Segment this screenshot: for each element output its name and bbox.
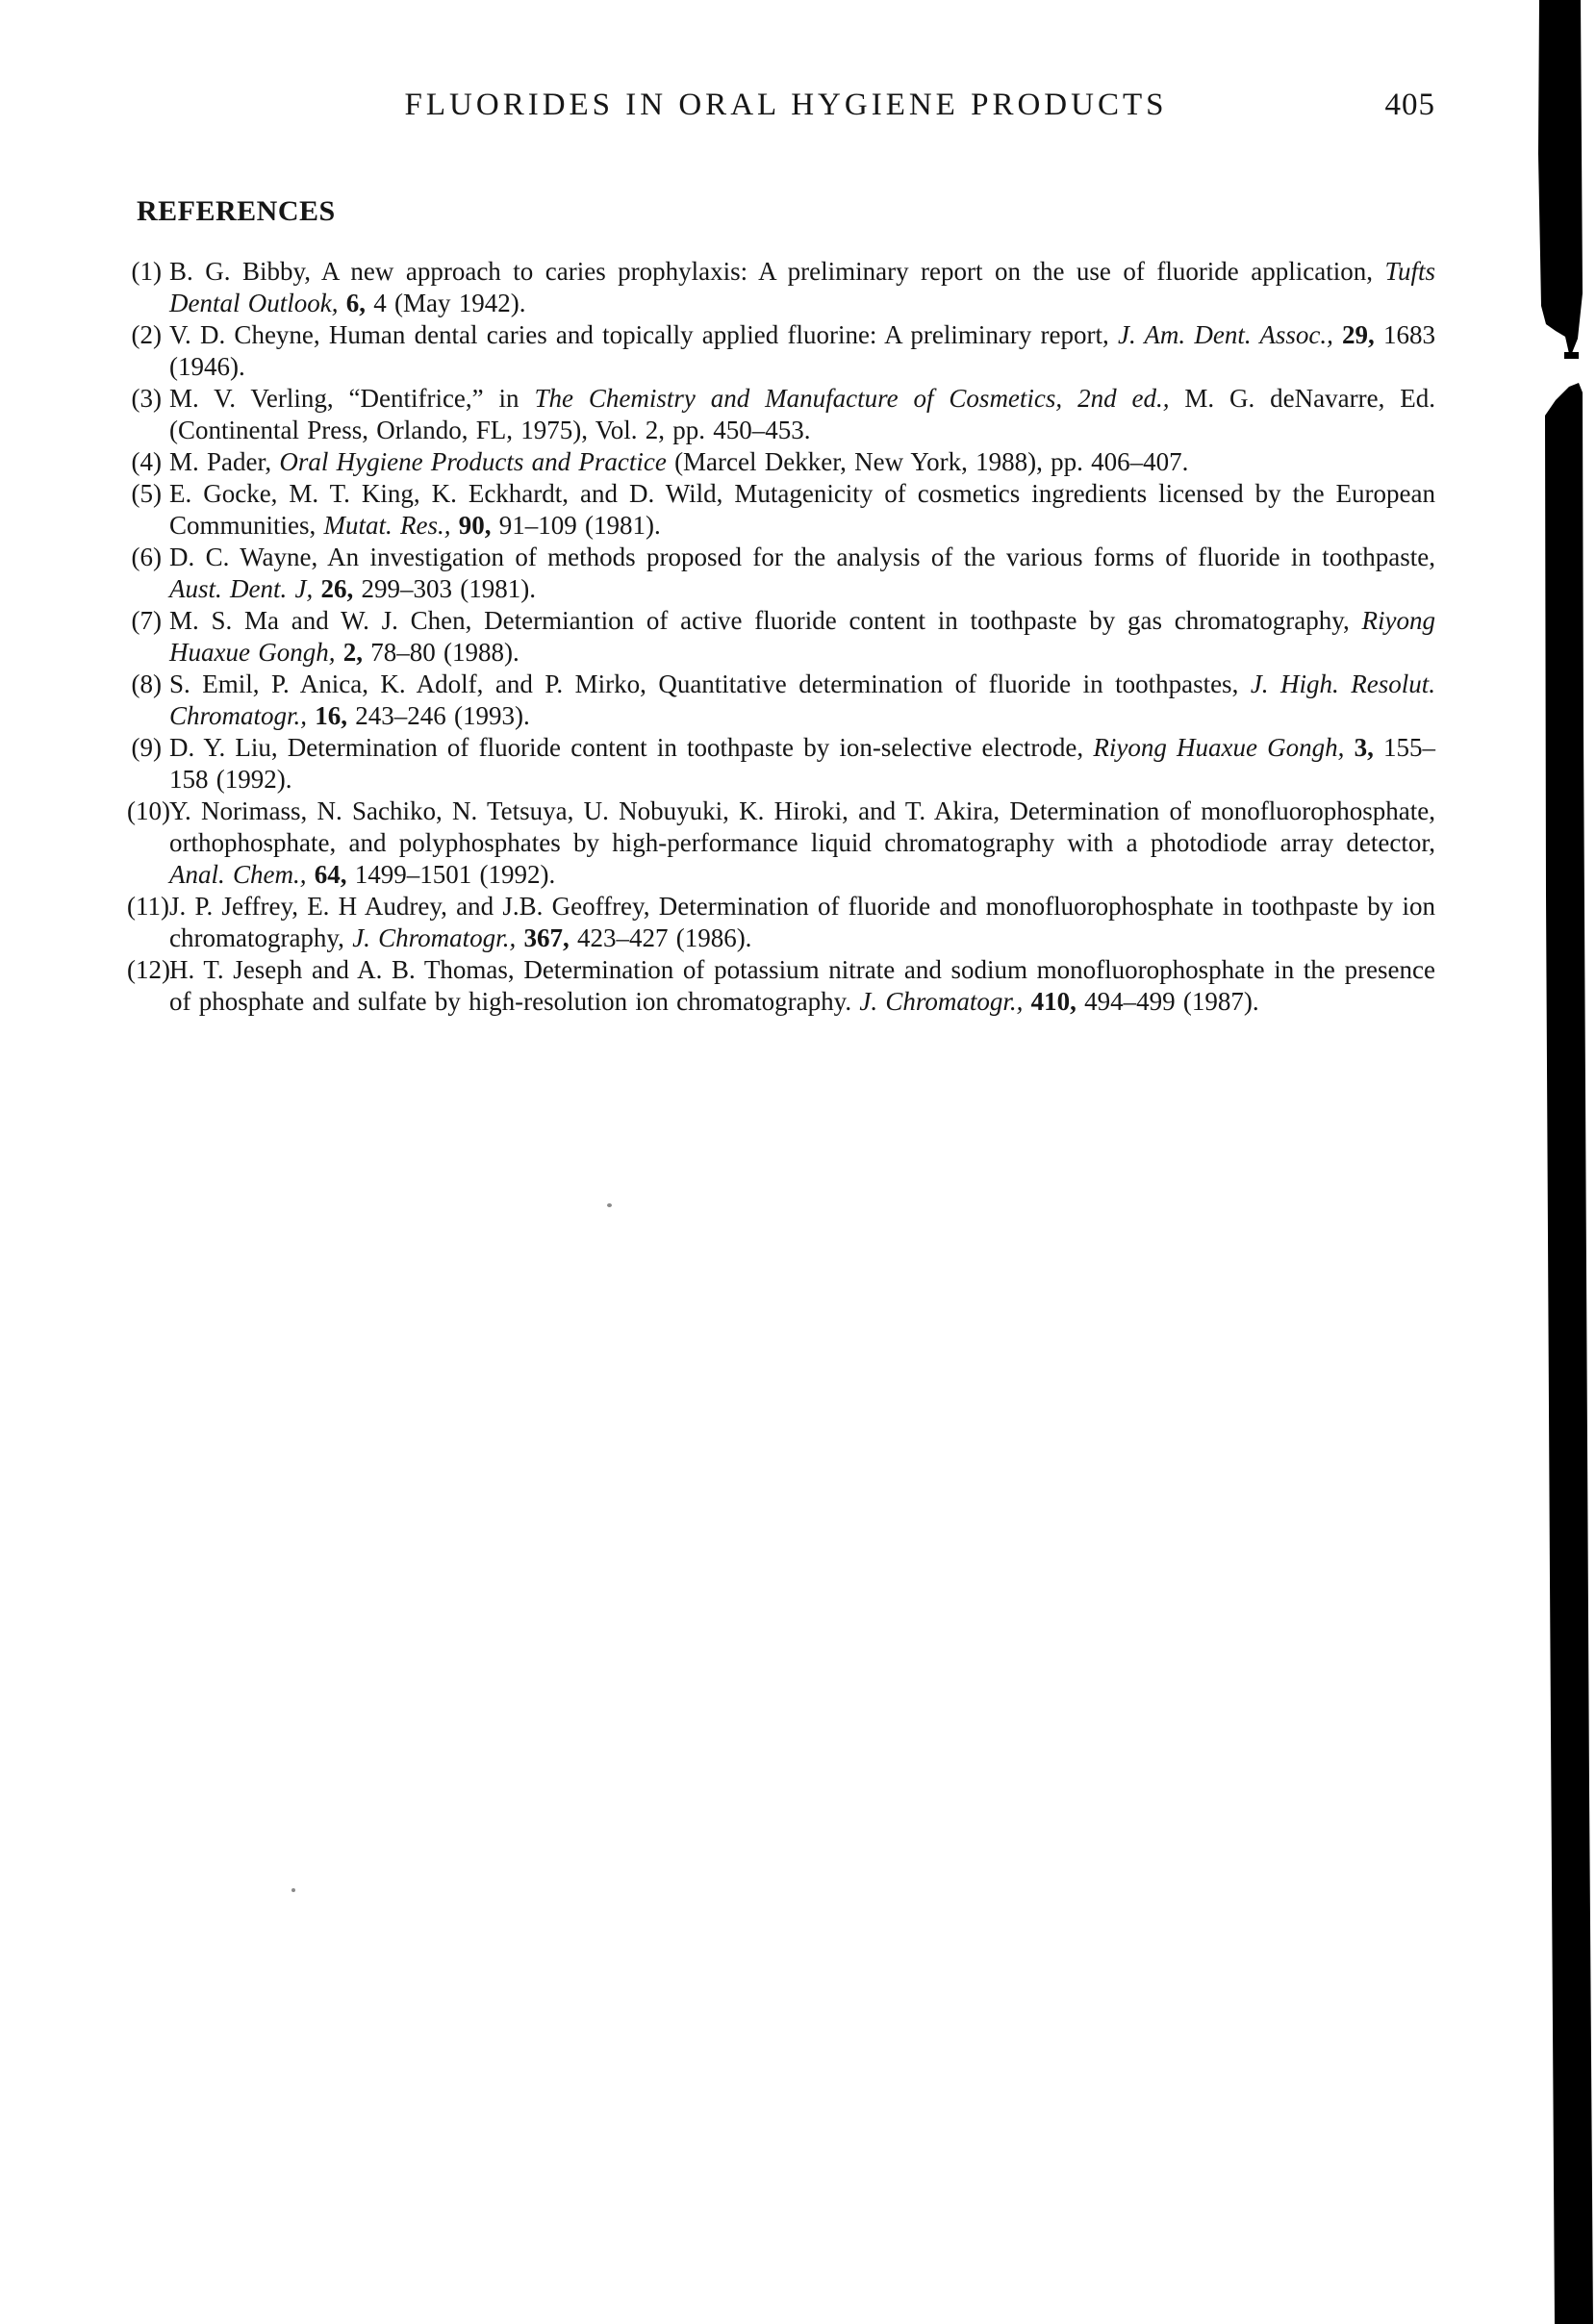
page-header xyxy=(137,87,1435,125)
reference-text: E. Gocke, M. T. King, K. Eckhardt, and D. Wild, Mutagenicity of cosmetics ingredients licensed by the European Communities, Mutat. Res., 90, 91–109 (1981). xyxy=(169,479,1435,540)
reference-item xyxy=(127,478,1435,542)
reference-text: J. P. Jeffrey, E. H Audrey, and J.B. Geoffrey, Determination of fluoride and monofluorophosphate in toothpaste by ion chromatography, J. Chromatogr., 367, 423–427 (1986). xyxy=(169,892,1435,952)
reference-number: (9) xyxy=(131,733,162,762)
reference-number: (3) xyxy=(131,384,162,413)
scan-speck xyxy=(607,1203,612,1207)
reference-item xyxy=(127,732,1435,796)
reference-text: S. Emil, P. Anica, K. Adolf, and P. Mirko, Quantitative determination of fluoride in toothpastes, J. High. Resolut. Chromatogr., 16, 243–246 (1993). xyxy=(169,669,1435,730)
reference-number: (12) xyxy=(127,955,170,984)
reference-text: D. C. Wayne, An investigation of methods proposed for the analysis of the various forms of fluoride in toothpaste, Aust. Dent. J, 26, 299–303 (1981). xyxy=(169,543,1435,603)
reference-number: (5) xyxy=(131,479,162,508)
reference-item xyxy=(127,446,1435,478)
reference-number: (10) xyxy=(127,796,170,825)
reference-number: (6) xyxy=(131,543,162,571)
reference-item xyxy=(127,319,1435,383)
references-list xyxy=(127,256,1435,1018)
reference-text: Y. Norimass, N. Sachiko, N. Tetsuya, U. Nobuyuki, K. Hiroki, and T. Akira, Determination of monofluorophosphate, orthophosphate, and polyphosphates by high-performance liquid chromatography with a photodiode array detector, Anal. Chem., 64, 1499–1501 (1992). xyxy=(169,796,1435,889)
section-heading: REFERENCES xyxy=(137,195,336,227)
reference-number: (4) xyxy=(131,447,162,476)
reference-item xyxy=(127,256,1435,319)
reference-text: D. Y. Liu, Determination of fluoride content in toothpaste by ion-selective electrode, Riyong Huaxue Gongh, 3, 155–158 (1992). xyxy=(169,733,1436,794)
reference-number: (11) xyxy=(127,892,169,921)
reference-number: (7) xyxy=(131,606,162,635)
running-title: FLUORIDES IN ORAL HYGIENE PRODUCTS xyxy=(404,88,1168,122)
reference-item xyxy=(127,542,1435,605)
reference-text: M. Pader, Oral Hygiene Products and Practice (Marcel Dekker, New York, 1988), pp. 406–407. xyxy=(169,447,1189,476)
reference-item xyxy=(127,891,1435,954)
reference-text: B. G. Bibby, A new approach to caries prophylaxis: A preliminary report on the use of fluoride application, Tufts Dental Outlook, 6, 4 (May 1942). xyxy=(169,257,1435,317)
reference-number: (1) xyxy=(131,257,162,286)
scan-speck xyxy=(291,1888,295,1892)
reference-text: H. T. Jeseph and A. B. Thomas, Determination of potassium nitrate and sodium monofluorophosphate in the presence of phosphate and sulfate by high-resolution ion chromatography. J. Chromatogr., 410, 494–499 (1987). xyxy=(169,955,1435,1016)
page-number: 405 xyxy=(1384,88,1435,122)
reference-item xyxy=(127,954,1435,1018)
reference-item xyxy=(127,669,1435,732)
reference-text: V. D. Cheyne, Human dental caries and topically applied fluorine: A preliminary report, J. Am. Dent. Assoc., 29, 1683 (1946). xyxy=(169,320,1436,381)
reference-number: (2) xyxy=(131,320,162,349)
reference-item xyxy=(127,796,1435,891)
reference-number: (8) xyxy=(131,669,162,698)
reference-item xyxy=(127,605,1435,669)
reference-text: M. S. Ma and W. J. Chen, Determiantion of active fluoride content in toothpaste by gas chromatography, Riyong Huaxue Gongh, 2, 78–80 (1988). xyxy=(169,606,1435,667)
reference-text: M. V. Verling, “Dentifrice,” in The Chemistry and Manufacture of Cosmetics, 2nd ed., M. G. deNavarre, Ed. (Continental Press, Orlando, FL, 1975), Vol. 2, pp. 450–453. xyxy=(169,384,1435,444)
reference-item xyxy=(127,383,1435,446)
